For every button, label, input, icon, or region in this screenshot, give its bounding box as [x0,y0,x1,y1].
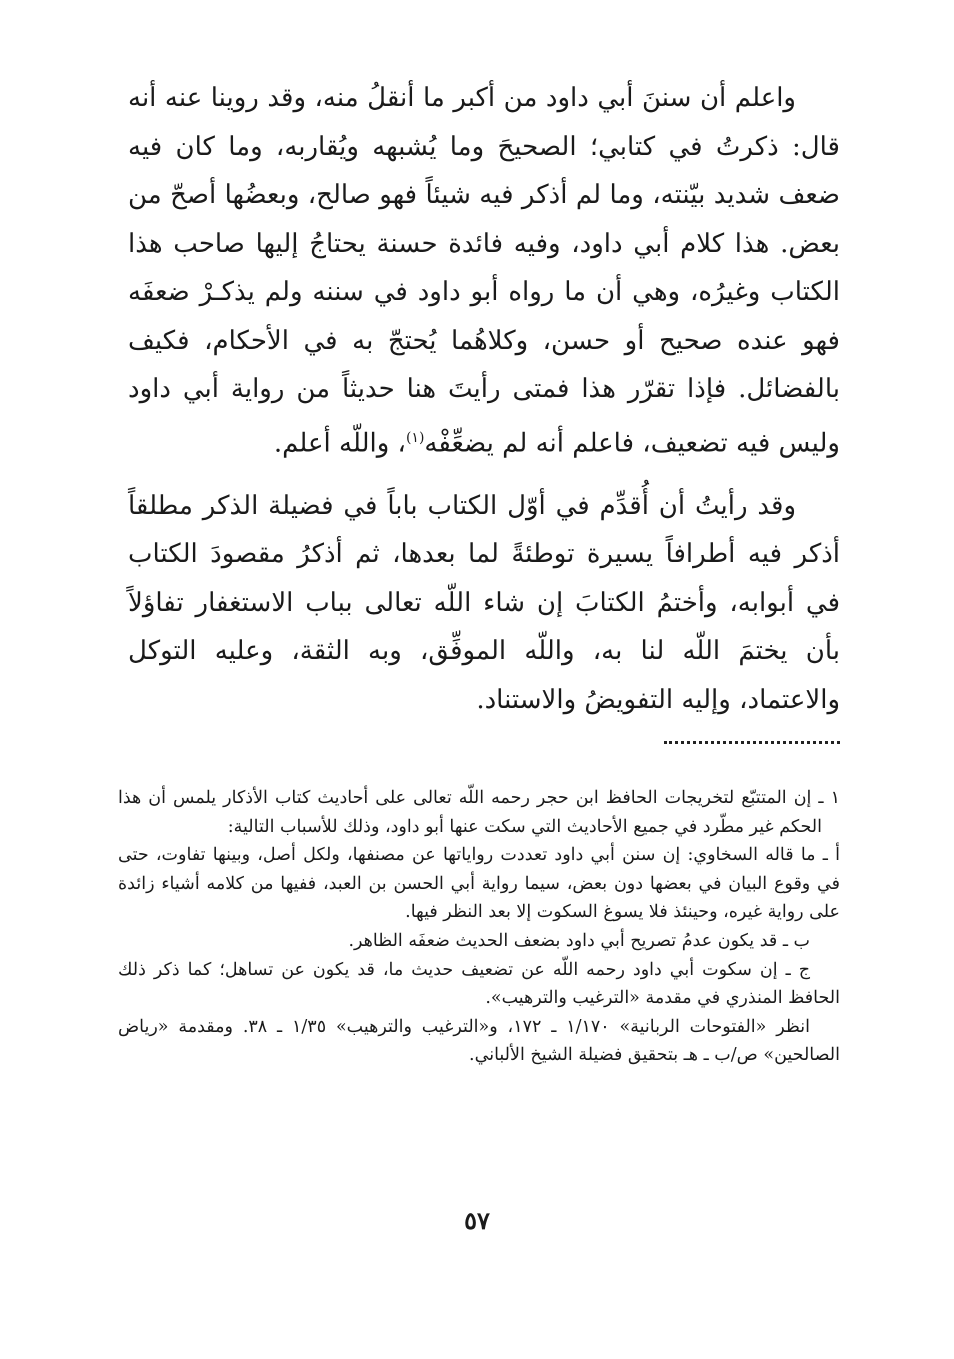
main-text [128,74,840,724]
footnotes [118,784,840,1070]
body-paragraph-1-tail: ، واللّه أعلم. [273,428,406,459]
page-number: ٥٧ [464,1206,490,1235]
footnote-reason-b: ب ـ قد يكون عدمُ تصريح أبي داود بضعف الحديث ضعفَه الظاهر. [348,930,810,951]
body-paragraph-1-text: واعلم أن سننَ أبي داود من أكبر ما أنقلُ منه، وقد روينا عنه أنه قال: ذكرتُ في كتابي؛ الصحيحَ وما يُشبهه ويُقاربه، وما كان فيه ضعف شديد بيّنته، وما لم أذكر فيه شيئاً فهو صالح، وبعضُها أصحّ من بعض. هذا كلام أبي داود، وفيه فائدة حسنة يحتاجُ إليها صاحب هذا الكتاب وغيرُه، وهي أن ما رواه أبو داود في سننه ولم يذكـرْ ضعفَه فهو عنده صحيح أو حسن، وكلاهُما يُحتجّ به في الأحكام، فكيف بالفضائل. فإذا تقرّر هذا فمتى رأيتَ هنا حديثاً من رواية أبي داود وليس فيه تضعيف، فاعلم أنه لم يضعِّفْه [128,83,840,459]
body-paragraph-2: وقد رأيتُ أن أُقدِّم في أوّل الكتاب باباً في فضيلة الذكر مطلقاً أذكر فيه أطرافاً يسيرة توطئةً لما بعدها، ثم أذكرُ مقصودَ الكتاب في أبوابه، وأختمُ الكتابَ إن شاء اللّه تعالى بباب الاستغفار تفاؤلاً بأن يختمَ اللّه لنا به، واللّه الموفِّق، وبه الثقة، وعليه التوكل والاعتماد، وإليه التفويضُ والاستناد. [128,490,840,715]
footnote-separator [664,741,840,744]
footnote-reason-a: أ ـ ما قاله السخاوي: إن سنن أبي داود تعددت رواياتها عن مصنفها، ولكل أصل، وبينها تفاوت، حتى في وقوع البيان في بعضها دون بعض، سيما رواية أبي الحسن بن العبد، ففيها من كلامه أشياء زائدة على رواية غيره، وحينئذ فلا يسوغ السكوت إلا بعد النظر فيها. [118,845,840,923]
footnote-reference: (١) [405,429,425,446]
body-paragraph-1 [128,74,840,468]
footnote-reason-c: ج ـ إن سكوت أبي داود رحمه اللّه عن تضعيف حديث ما، قد يكون عن تساهل؛ كما ذكر ذلك الحافظ المنذري في مقدمة «الترغيب والترهيب». [118,959,840,1009]
footnote-references: انظر «الفتوحات الربانية» ١/١٧٠ ـ ١٧٢، و«الترغيب والترهيب» ١/٣٥ ـ ٣٨. ومقدمة «رياض الصالحين» ص/ب ـ هـ بتحقيق فضيلة الشيخ الألباني. [118,1016,840,1066]
footnote-1: ١ ـ إن المتتبّع لتخريجات الحافظ ابن حجر رحمه اللّه تعالى على أحاديث كتاب الأذكار يلمس أن هذا الحكم غير مطّرد في جميع الأحاديث التي سكت عنها أبو داود، وذلك للأسباب التالية: [118,788,840,837]
